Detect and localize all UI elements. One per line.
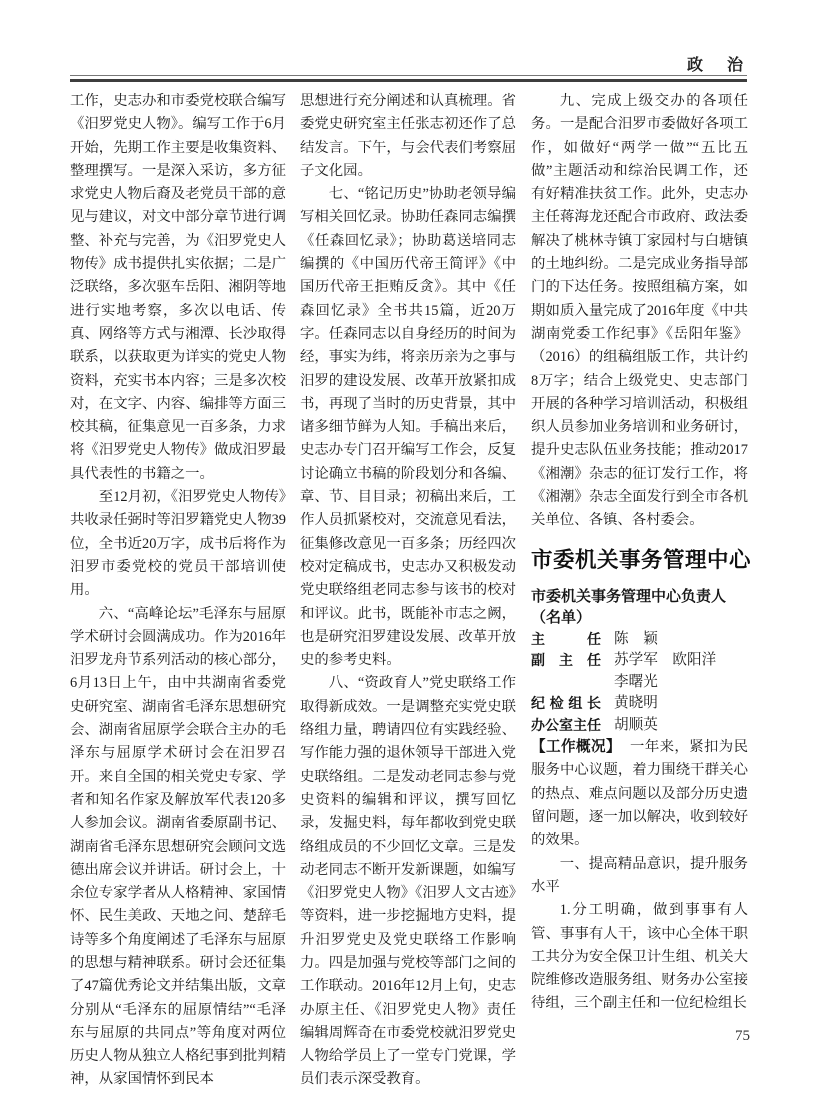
leadership-roster (531, 586, 748, 737)
paragraph: 1.分工明确，做到事事有人管、事事有人干，该中心全体干职工共分为安全保卫计生组、机关大院维修改造服务组、财务办公室接待组，三个副主任和一位纪检组长 (531, 902, 748, 1012)
overview-bracket-label: 【工作概况】 (531, 739, 622, 756)
roster-names: 黄晓明 (614, 695, 658, 712)
roster-role: 主任 (531, 630, 601, 647)
roster-role: 纪检组长 (531, 695, 601, 712)
page-number: 75 (735, 1028, 750, 1044)
section-title: 市委机关事务管理中心 (531, 547, 752, 572)
roster-role: 办公室主任 (531, 716, 601, 733)
roster-row (531, 693, 748, 715)
roster-row (531, 650, 748, 672)
overview-text: 一年来，紧扣为民服务中心议题，着力围绕干群关心的热点、难点问题以及部分历史遗留问题，逐一加以解决，收到较好的效果。 (531, 739, 748, 849)
text-column-2 (300, 90, 516, 1092)
paragraph: 八、“资政育人”党史联络工作取得新成效。一是调整充实党史联络组力量，聘请四位有实践经验、写作能力强的退休领导干部进入党史联络组。二是发动老同志参与党史资料的编辑和评议，撰写回忆录，发掘史料，每年都收到党史联络组成员的不少回忆文章。三是发动老同志不断开发新课题，如编写《汨罗党史人物》《汨罗人文古迹》等资料，进一步挖掘地方史料，提升汨罗党史及党史联络工作影响力。四是加强与党校等部门之间的工作联动。2016年12月上旬，史志办原主任、《汨罗党史人物》责任编辑周辉奇在市委党校就汨罗党史人物给学员上了一堂专门党课，学员们表示深受教育。 (300, 675, 516, 1088)
roster-names: 苏学军 欧阳洋 (614, 652, 717, 669)
paragraph: 一、提高精品意识，提升服务水平 (531, 855, 748, 895)
text-column-1 (70, 90, 286, 1092)
paragraph: 九、完成上级交办的各项任务。一是配合汨罗市委做好各项工作，如做好“两学一做”“五比五做”主题活动和综治民调工作，还有好精准扶贫工作。此外，史志办主任蒋海龙还配合市政府、政法委解决了桃林寺镇丁家园村与白塘镇的土地纠纷。二是完成业务指导部门的下达任务。按照组稿方案，如期如质入量完成了2016年度《中共湖南党委工作纪事》《岳阳年鉴》（2016）的组稿组版工作，共计约8万字；结合上级党史、史志部门开展的各种学习培训活动，积极组织人员参加业务培训和业务研讨，提升史志队伍业务技能；推动2017《湘潮》杂志的征订发行工作，将《湘潮》杂志全面发行到全市各机关单位、各镇、各村委会。 (531, 93, 748, 529)
roster-row (531, 672, 748, 694)
roster-names: 李曙光 (614, 673, 658, 690)
paragraph: 工作，史志办和市委党校联合编写《汨罗党史人物》。编写工作于6月开始，先期工作主要是收集资料、整理撰写。一是深入采访，多方征求党史人物后裔及老党员干部的意见与建议，对文中部分章节进行调整、补充与完善，为《汨罗党史人物传》成书提供扎实依据；二是广泛联络，多次驱车岳阳、湘阴等地进行实地考察，多次以电话、传真、网络等方式与湘潭、长沙取得联系，以获取更为详实的党史人物资料，充实书本内容；三是多次校对，在文字、内容、编排等方面三校其稿，征集意见一百多条，力求将《汨罗党史人物传》做成汨罗最具代表性的书籍之一。 (70, 93, 286, 482)
roster-subtitle: （名单） (531, 609, 592, 627)
roster-row (531, 629, 748, 651)
paragraph: 七、“铭记历史”协助老领导编写相关回忆录。协助任森同志编撰《任森回忆录》；协助葛送培同志编撰的《中国历代帝王简评》《中国历代帝王拒贿反贪》。其中《任森回忆录》全书共15篇，近20万字。任森同志以自身经历的时间为经，事实为纬，将亲历亲为之事与汨罗的建设发展、改革开放紧扣成书，再现了当时的历史背景，其中诸多细节鲜为人知。手稿出来后，史志办专门召开编写工作会，反复讨论确立书稿的阶段划分和各编、章、节、目目录；初稿出来后，工作人员抓紧校对，交流意见看法，征集修改意见一百多条；历经四次校对定稿成书，史志办又积极发动党史联络组老同志参与该书的校对和评议。此书，既能补市志之阙，也是研究汨罗建设发展、改革开放史的参考史料。 (300, 186, 516, 669)
paragraph: 至12月初，《汨罗党史人物传》共收录任弼时等汨罗籍党史人物39位，全书近20万字，成书后将作为汨罗市委党校的党员干部培训使用。 (70, 489, 286, 599)
paragraph: 思想进行充分阐述和认真梳理。省委党史研究室主任张志初还作了总结发言。下午，与会代表们考察屈子文化园。 (300, 93, 516, 179)
roster-names: 胡顺英 (614, 716, 658, 733)
roster-role: 副主任 (531, 652, 601, 669)
roster-role (531, 672, 601, 694)
roster-title: 市委机关事务管理中心负责人 (531, 587, 727, 605)
work-overview-paragraph (531, 736, 748, 852)
header-rule-thick (70, 79, 747, 82)
roster-names: 陈 颖 (614, 630, 658, 647)
header-rule-thin (70, 75, 747, 76)
running-head-section: 政 治 (686, 57, 747, 74)
paragraph: 六、“高峰论坛”毛泽东与屈原学术研讨会圆满成功。作为2016年汨罗龙舟节系列活动的核心部分，6月13日上午，由中共湖南省委党史研究室、湖南省毛泽东思想研究会、湖南省屈原学会联合主办的毛泽东与屈原学术研讨会在汨罗召开。来自全国的相关党史专家、学者和知名作家及解放军代表120多人参加会议。湖南省委原副书记、湖南省毛泽东思想研究会顾问文选德出席会议并讲话。研讨会上，十余位专家学者从人格精神、家国情怀、民生美政、天地之问、楚辞毛诗等多个角度阐述了毛泽东与屈原的思想与精神联系。研讨会还征集了47篇优秀论文并结集出版，文章分别从“毛泽东的屈原情结”“毛泽东与屈原的共同点”等角度对两位历史人物从独立人格纪事到批判精神，从家国情怀到民本 (70, 605, 286, 1088)
roster-row (531, 715, 748, 737)
text-column-3 (531, 90, 752, 1016)
